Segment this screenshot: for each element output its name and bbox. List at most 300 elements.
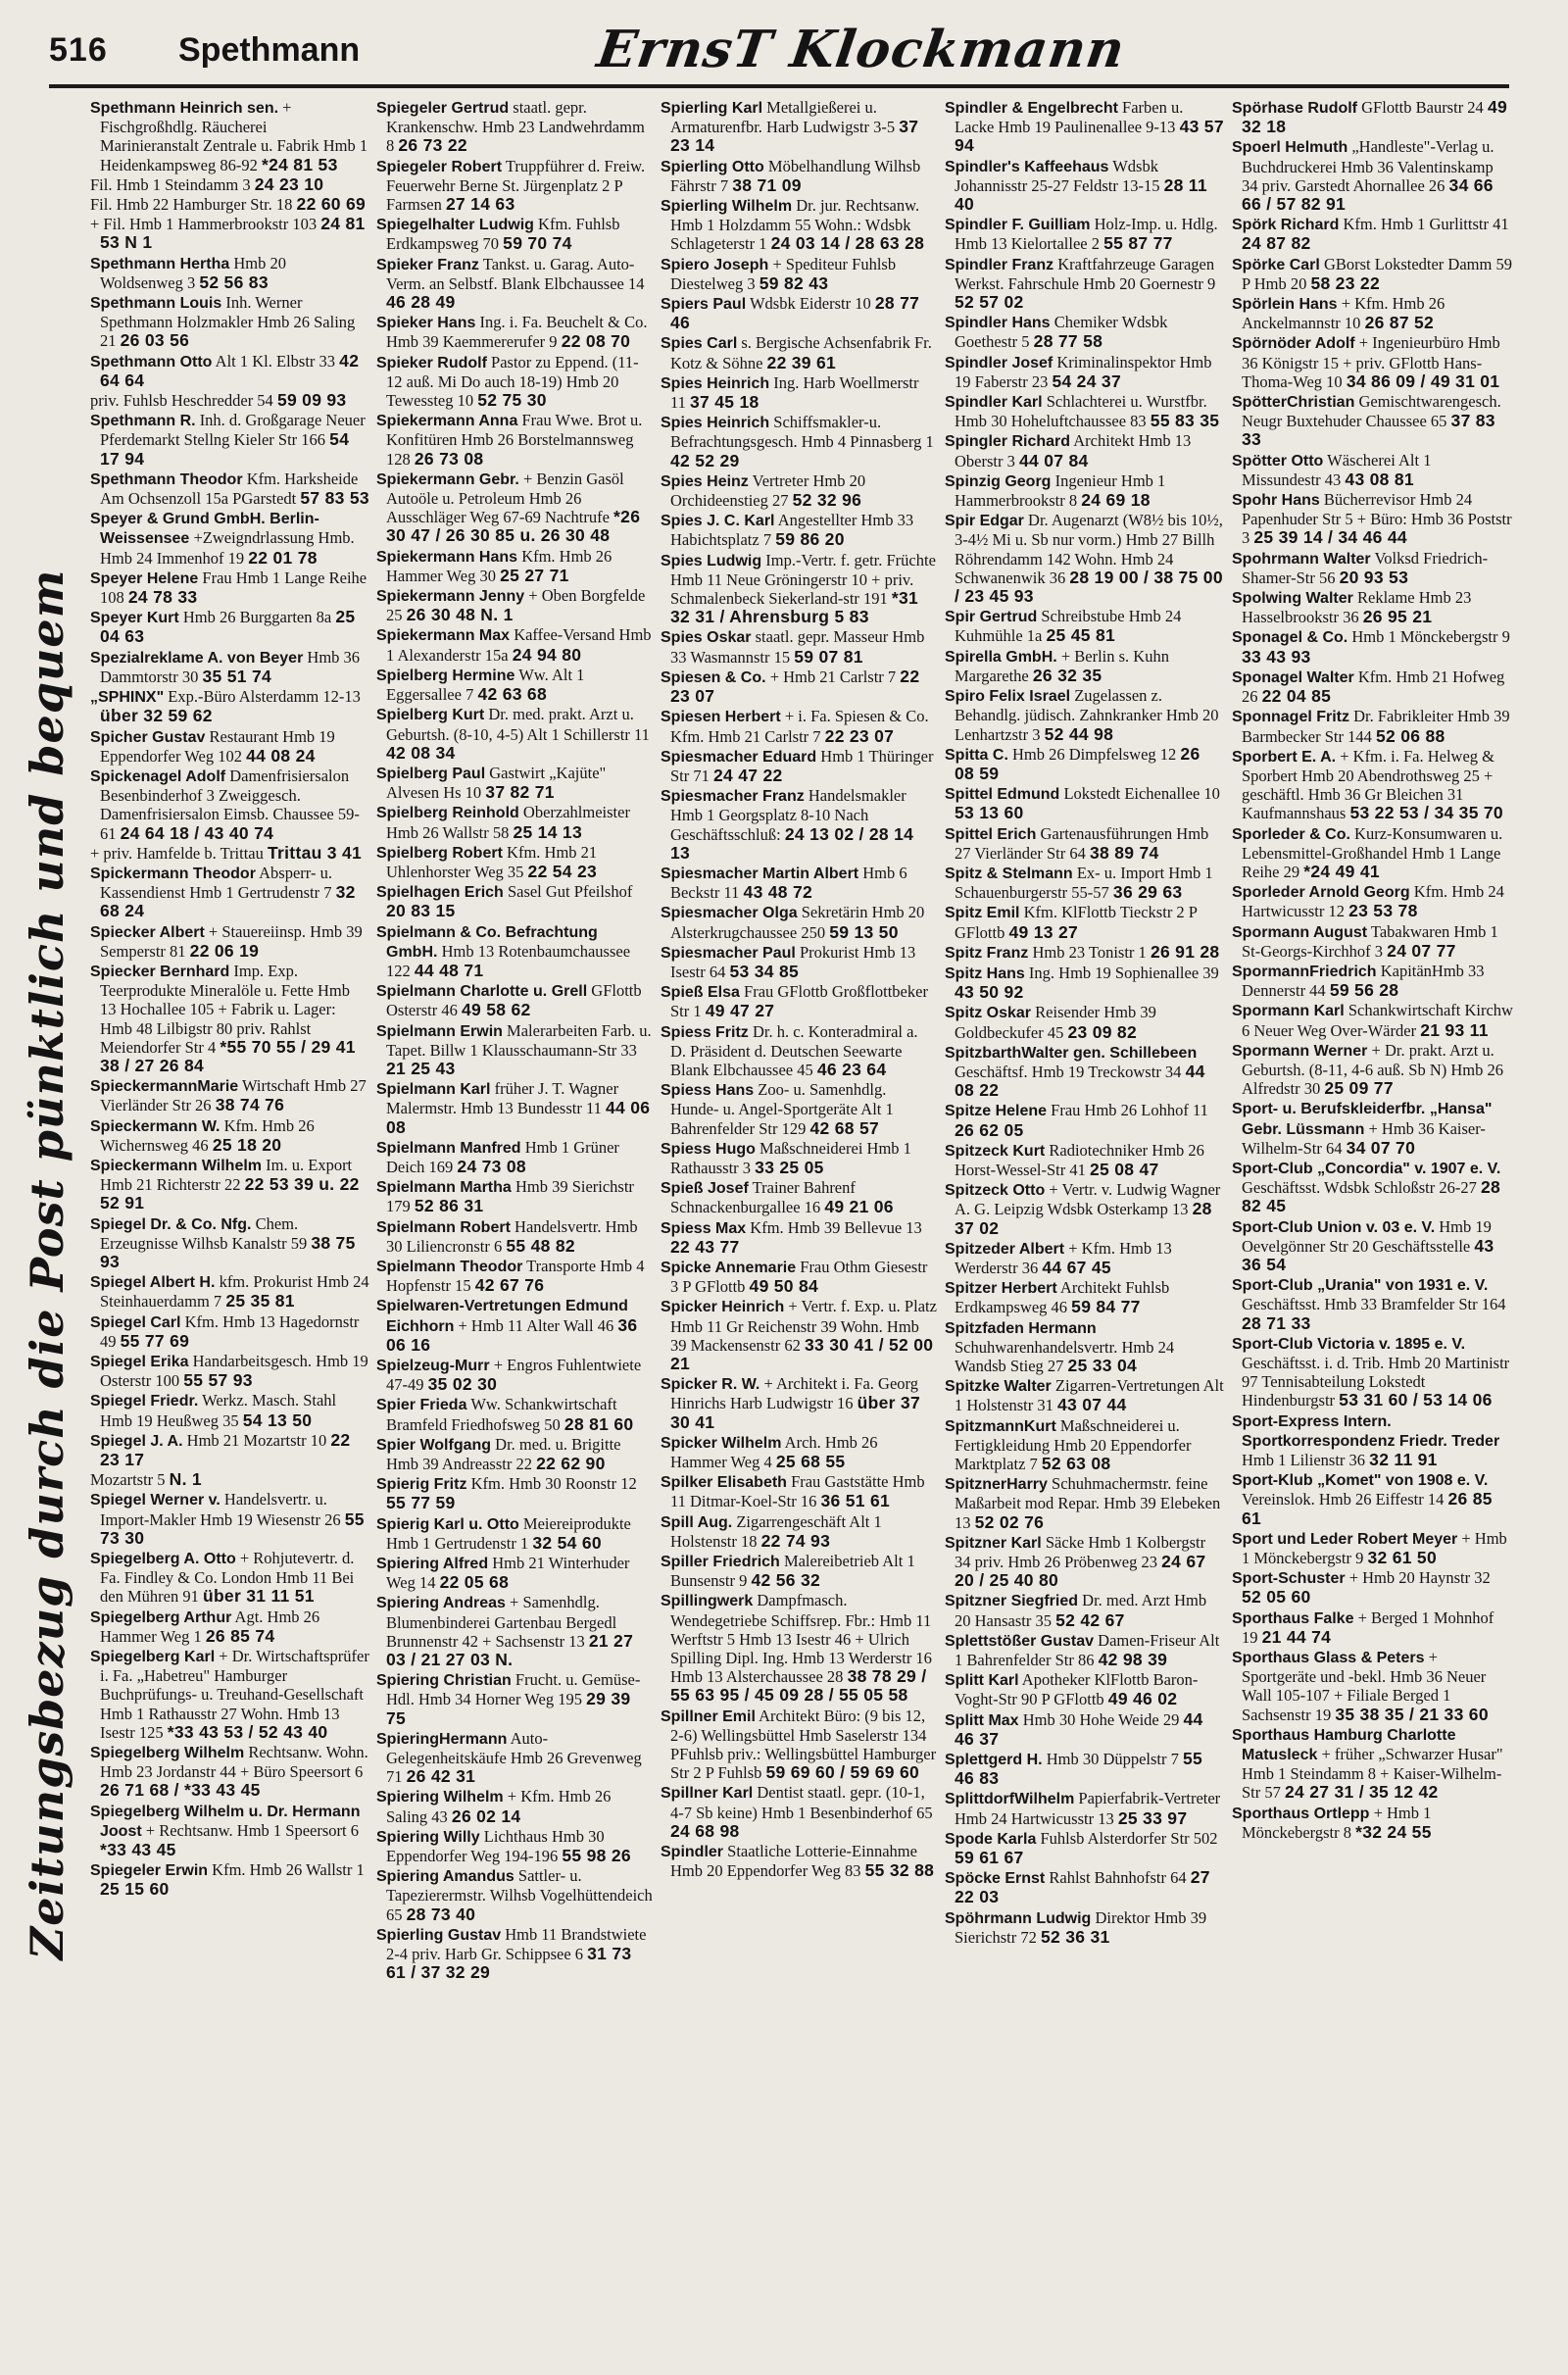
vertical-advertisement <box>8 549 86 1980</box>
entry-phone: 46 23 64 <box>816 1059 887 1079</box>
entry-phone: 36 51 61 <box>820 1491 891 1511</box>
entry-phone: 22 74 93 <box>760 1530 831 1551</box>
entry-phone: 24 78 33 <box>127 587 198 608</box>
entry-name: Sport-Schuster <box>1232 1570 1346 1588</box>
entry-name: Spier Frieda <box>376 1397 467 1414</box>
entry-name: Spohr Hans <box>1232 492 1320 510</box>
directory-entry <box>661 747 937 785</box>
directory-entry <box>90 293 369 351</box>
entry-details: KapitänHmb 33 Dennerstr 44 <box>1242 961 1485 1001</box>
entry-details: Werkz. Masch. Stahl Hmb 19 Heußweg 35 <box>100 1391 337 1430</box>
entry-details: Frau Hmb 1 Lange Reihe 108 <box>100 568 368 608</box>
directory-entry <box>376 1138 653 1176</box>
entry-name: SpieckermannMarie <box>90 1078 239 1096</box>
directory-entry <box>661 943 937 981</box>
entry-name: Spiesmacher Eduard <box>661 748 817 766</box>
directory-entry <box>376 843 653 881</box>
entry-details: Sekretärin Hmb 20 Alsterkrugchaussee 250 <box>670 903 925 942</box>
entry-name: Spies Ludwig <box>661 552 762 569</box>
entry-name: Sponagel Walter <box>1232 668 1354 686</box>
entry-details: Kfm. Hmb 39 Bellevue 13 <box>750 1217 922 1237</box>
directory-entry <box>661 511 937 549</box>
directory-entry <box>661 627 937 666</box>
entry-details: Handelsvertr. Hmb 30 Liliencronstr 6 <box>386 1216 638 1256</box>
entry-name: Spiegel Erika <box>90 1354 189 1370</box>
entry-name: Sport-Club Union v. 03 e. V. <box>1232 1218 1436 1236</box>
entry-phone: 38 89 74 <box>1090 842 1159 863</box>
directory-entry <box>90 391 369 410</box>
entry-phone: 42 67 76 <box>474 1275 545 1296</box>
directory-entry <box>945 98 1224 156</box>
entry-name: Spielhagen Erich <box>376 884 504 902</box>
directory-entry <box>1232 392 1513 450</box>
directory-entry <box>376 1435 653 1473</box>
entry-details: Geschäftsf. Hmb 19 Treckowstr 34 <box>955 1062 1182 1081</box>
entry-phone: 49 46 02 <box>1107 1689 1178 1709</box>
directory-entry <box>661 1218 937 1257</box>
entry-phone: *33 43 45 <box>100 1840 176 1860</box>
directory-entry <box>1232 747 1513 823</box>
entry-name: „SPHINX" <box>90 689 165 707</box>
column-5 <box>1232 98 1513 2352</box>
entry-name: SpitzmannKurt <box>945 1417 1056 1435</box>
directory-entry <box>90 844 369 863</box>
directory-entry <box>661 1512 937 1551</box>
entry-name: Spies Heinrich <box>661 415 770 432</box>
entry-phone: 22 23 07 <box>824 725 895 746</box>
entry-phone: 52 44 98 <box>1044 723 1114 744</box>
entry-phone: 23 53 78 <box>1348 901 1418 921</box>
entry-details: Pastor zu Eppend. (11-12 auß. Mi Do auch 18-19) Hmb 20 Tewessteg 10 <box>386 352 639 411</box>
entry-details: Chem. Erzeugnisse Wilhsb Kanalstr 59 <box>100 1213 308 1253</box>
entry-name: Spiesmacher Paul <box>661 944 796 962</box>
entry-details: Ing. Hmb 19 Sophienallee 39 <box>1028 963 1219 982</box>
directory-entry <box>90 569 369 607</box>
entry-name: Spillingwerk <box>661 1593 754 1610</box>
entry-phone: 52 06 88 <box>1376 725 1446 746</box>
directory-entry <box>661 982 937 1020</box>
entry-phone: *31 32 31 / Ahrensburg 5 83 <box>670 588 919 627</box>
entry-details: Kfm. Hmb 21 Hofweg 26 <box>1242 667 1505 707</box>
directory-entry <box>661 1472 937 1510</box>
entry-details: Architekt Hmb 13 Oberstr 3 <box>955 431 1192 470</box>
entry-details: Hmb 11 Brandstwiete 2-4 priv. Harb Gr. Schippsee 6 <box>386 1924 647 1964</box>
directory-entry <box>376 1079 653 1137</box>
directory-entry <box>945 255 1224 313</box>
entry-phone: 33 43 93 <box>1242 646 1311 667</box>
entry-name: Spielmann Robert <box>376 1218 511 1236</box>
entry-name: Sporthaus Ortlepp <box>1232 1805 1370 1822</box>
entry-phone: 59 07 81 <box>794 646 863 667</box>
directory-entry <box>376 586 653 624</box>
entry-name: Spiegelberg Wilhelm u. Dr. Hermann Joost <box>90 1803 361 1840</box>
entry-name: Spierling Karl <box>661 100 763 117</box>
entry-details: Malerarbeiten Farb. u. Tapet. Billw 1 Klausschaumann-Str 33 <box>386 1020 652 1060</box>
entry-details: Tankst. u. Garag. Auto-Verm. an Selbstf. Blank Elbchaussee 14 <box>386 254 645 293</box>
entry-name: Spielberg Paul <box>376 765 486 782</box>
entry-phone: 26 02 14 <box>451 1806 521 1826</box>
entry-name: Spiegel Werner v. <box>90 1492 220 1509</box>
entry-details: + Hmb 21 Carlstr 7 <box>769 667 897 686</box>
entry-details: Schuhmachermstr. feine Maßarbeit mod Repar. Hmb 39 Elebeken 13 <box>955 1474 1221 1532</box>
entry-details: Kfm. Hmb 30 Roonstr 12 <box>470 1474 637 1494</box>
entry-details: Hmb 19 Oevelgönner Str 20 Geschäftsstelle <box>1242 1216 1492 1256</box>
entry-phone: 22 62 90 <box>536 1454 606 1474</box>
entry-phone: 22 23 17 <box>100 1429 351 1470</box>
entry-phone: über 31 11 51 <box>202 1586 315 1607</box>
directory-entry <box>90 1312 369 1351</box>
entry-details: +Zweigndrlassung Hmb. Hmb 24 Immenhof 19 <box>100 528 355 568</box>
entry-name: Splitt Max <box>945 1711 1019 1729</box>
directory-entry <box>945 647 1224 685</box>
entry-name: Spieckermann W. <box>90 1117 220 1135</box>
directory-entry <box>1232 1217 1513 1275</box>
entry-details: Hmb 30 Düppelstr 7 <box>1046 1750 1179 1769</box>
directory-entry <box>1232 1470 1513 1528</box>
entry-details: staatl. gepr. Krankenschw. Hmb 23 Landwehrdamm 8 <box>386 98 645 156</box>
directory-entry <box>376 353 653 411</box>
entry-name: Spir Gertrud <box>945 609 1038 626</box>
entry-phone: 37 83 33 <box>1242 411 1495 450</box>
entry-phone: 58 23 22 <box>1310 272 1380 293</box>
entry-details: + Benzin Gasöl Autoöle u. Petroleum Hmb 26 Ausschläger Weg 67-69 Nachtrufe <box>386 469 624 527</box>
entry-details: + Architekt i. Fa. Georg Hinrichs Harb Ludwigstr 16 <box>670 1374 918 1413</box>
entry-details: GFlottb Baurstr 24 <box>1361 98 1484 117</box>
entry-name: Spieckermann Wilhelm <box>90 1157 263 1174</box>
entry-name: Spicker Wilhelm <box>661 1434 782 1452</box>
entry-name: SpieringHermann <box>376 1730 508 1748</box>
entry-name: Spoerl Helmuth <box>1232 139 1348 157</box>
directory-entry <box>661 1258 937 1296</box>
entry-details: Kfm. Fuhlsb Erdkampsweg 70 <box>386 215 620 254</box>
directory-entry <box>661 864 937 902</box>
entry-name: Spitzke Walter <box>945 1378 1052 1396</box>
entry-name: Speyer Helene <box>90 569 199 587</box>
directory-entry <box>1232 1568 1513 1607</box>
entry-name: Spiecker Bernhard <box>90 963 230 980</box>
entry-name: Sport- u. Berufskleiderfbr. „Hansa" Gebr. Lüssmann <box>1232 1101 1493 1138</box>
entry-details: Ww. Alt 1 Eggersallee 7 <box>386 665 585 705</box>
entry-phone: 42 64 64 <box>100 350 360 390</box>
directory-entry <box>376 1729 653 1787</box>
entry-phone: 59 56 28 <box>1329 980 1399 1001</box>
directory-entry <box>1232 1159 1513 1216</box>
entry-phone: 35 38 35 / 21 33 60 <box>1335 1704 1489 1724</box>
entry-name: Splitt Karl <box>945 1672 1019 1690</box>
entry-details: Kraftfahrzeuge Garagen Werkst. Fahrschule Hmb 20 Goernestr 9 <box>955 254 1216 293</box>
entry-phone: 25 33 97 <box>1117 1807 1188 1828</box>
entry-details: Wdsbk Eiderstr 10 <box>749 294 871 314</box>
entry-phone: 22 54 23 <box>527 861 598 881</box>
entry-name: Spormann Werner <box>1232 1042 1368 1060</box>
directory-entry <box>376 922 653 981</box>
entry-details: + Spediteur Fuhlsb Diestelweg 3 <box>670 254 897 293</box>
directory-entry <box>945 864 1224 902</box>
directory-entry <box>661 1139 937 1177</box>
entry-name: Spiering Andreas <box>376 1595 506 1612</box>
entry-phone: 26 95 21 <box>1362 607 1433 627</box>
directory-entry <box>1232 1725 1513 1803</box>
entry-details: Dr. Augenarzt (W8½ bis 10½, 3-4½ Mi u. Sb nur vorm.) Hmb 27 Billh Röhrendamm 142 Wohn. Hmb 24 Schwanenwik 36 <box>955 511 1223 587</box>
entry-name: Spöcke Ernst <box>945 1870 1046 1888</box>
entry-phone: 24 03 14 / 28 63 28 <box>770 233 925 254</box>
entry-details: Frau Othm Giesestr 3 P GFlottb <box>670 1257 928 1297</box>
entry-phone: 42 98 39 <box>1098 1650 1168 1670</box>
directory-entry <box>376 1021 653 1079</box>
entry-phone: 52 36 31 <box>1041 1926 1110 1947</box>
entry-details: Sasel Gut Pfeilshof <box>507 882 633 902</box>
column-2 <box>376 98 653 2352</box>
entry-name: Spill Aug. <box>661 1513 733 1531</box>
entry-details: früher J. T. Wagner Malermstr. Hmb 13 Bundesstr 11 <box>386 1079 619 1118</box>
entry-name: Spiering Wilhelm <box>376 1789 504 1806</box>
directory-entry <box>376 1395 653 1433</box>
directory-entry <box>661 786 937 863</box>
directory-entry <box>661 551 937 627</box>
entry-phone: 24 64 18 / 43 40 74 <box>120 822 274 843</box>
directory-entry <box>90 1608 369 1646</box>
entry-phone: 28 71 33 <box>1242 1312 1311 1333</box>
entry-name: Spickenagel Adolf <box>90 767 226 785</box>
directory-entry <box>945 1278 1224 1316</box>
entry-phone: 22 08 70 <box>561 331 631 352</box>
entry-phone: 28 73 40 <box>406 1904 476 1924</box>
entry-details: Kfm. Harksheide Am Ochsenzoll 15a PGarstedt <box>100 469 359 509</box>
entry-phone: 25 39 14 / 34 46 44 <box>1253 527 1407 548</box>
entry-phone: 37 23 14 <box>670 117 919 156</box>
directory-entry <box>90 648 369 686</box>
entry-phone: 22 04 85 <box>1261 686 1332 707</box>
directory-entry <box>945 607 1224 645</box>
entry-name: Spiegeler Gertrud <box>376 100 510 117</box>
entry-phone: *24 81 53 <box>261 154 338 174</box>
sidebar-slogan: Zeitungsbezug durch die Post pünktlich und bequem <box>21 569 74 1960</box>
entry-details: Gartenausführungen Hmb 27 Vierländer Str 64 <box>955 823 1209 863</box>
entry-phone: 21 44 74 <box>1261 1626 1332 1647</box>
entry-details: Volksd Friedrich-Shamer-Str 56 <box>1242 548 1489 587</box>
entry-name: Spiering Amandus <box>376 1868 514 1886</box>
directory-entry <box>90 411 369 469</box>
entry-phone: 59 13 50 <box>829 921 899 942</box>
entry-phone: 26 71 68 / *33 43 45 <box>100 1780 261 1801</box>
entry-details: + Berlin s. Kuhn Margarethe <box>955 646 1169 685</box>
entry-phone: 49 47 27 <box>705 1001 775 1021</box>
directory-entry <box>90 1391 369 1429</box>
directory-entry <box>90 254 369 292</box>
entry-details: Damen-Friseur Alt 1 Bahrenfelder Str 86 <box>955 1630 1220 1670</box>
entry-name: Spiegeler Erwin <box>90 1862 209 1880</box>
entry-name: Spiess Hugo <box>661 1140 756 1158</box>
directory-entry <box>661 294 937 332</box>
directory-entry <box>661 471 937 510</box>
entry-name: Spillner Karl <box>661 1785 754 1803</box>
entry-phone: 49 58 62 <box>462 1000 531 1020</box>
directory-entry <box>376 1217 653 1256</box>
entry-details: Alt 1 Kl. Elbstr 33 <box>215 351 336 371</box>
entry-details: Radiotechniker Hmb 26 Horst-Wessel-Str 41 <box>955 1140 1204 1179</box>
entry-details: + Kfm. Hmb 13 Werderstr 36 <box>955 1238 1172 1277</box>
directory-entry <box>376 981 653 1019</box>
entry-phone: 55 48 82 <box>506 1235 575 1256</box>
entry-phone: 24 67 20 / 25 40 80 <box>955 1552 1206 1591</box>
entry-name: Spierling Otto <box>661 158 764 175</box>
entry-name: Spiess Hans <box>661 1082 755 1100</box>
directory-entry <box>1232 1099 1513 1158</box>
header-rule <box>49 84 1509 88</box>
entry-phone: 43 57 94 <box>955 117 1224 156</box>
entry-details: Direktor Hmb 39 Sierichstr 72 <box>955 1907 1207 1947</box>
directory-entry <box>661 1022 937 1080</box>
entry-details: Auto-Gelegenheitskäufe Hmb 26 Grevenweg 71 <box>386 1728 642 1787</box>
directory-entry <box>90 1549 369 1607</box>
entry-details: Hmb 1 Lilienstr 36 <box>1242 1451 1366 1470</box>
entry-phone: 33 30 41 / 52 00 21 <box>670 1334 934 1373</box>
entry-phone: *32 24 55 <box>1355 1821 1432 1842</box>
directory-entry <box>376 882 653 920</box>
entry-details: Bücherrevisor Hmb 24 Papenhuder Str 5 + Büro: Hmb 36 Poststr 3 <box>1242 490 1512 548</box>
entry-name: Spiro Felix Israel <box>945 688 1071 706</box>
entry-details: Hmb 20 Woldsenweg 3 <box>100 253 286 292</box>
entry-details: Zoo- u. Samenhdlg. Hunde- u. Angel-Sportgeräte Alt 1 Bahrenfelder Str 129 <box>670 1080 894 1138</box>
entry-phone: 25 35 81 <box>225 1291 295 1311</box>
entry-details: Holz-Imp. u. Hdlg. Hmb 13 Kielortallee 2 <box>955 215 1218 254</box>
entry-phone: 21 27 03 / 21 27 03 N. <box>386 1630 634 1670</box>
directory-entry <box>90 727 369 766</box>
directory-entry <box>376 1925 653 1983</box>
entry-phone: 20 93 53 <box>1339 567 1409 587</box>
entry-details: + Fil. Hmb 1 Hammerbrookstr 103 <box>90 215 318 234</box>
column-4 <box>945 98 1224 2352</box>
entry-phone: 24 27 31 / 35 12 42 <box>1285 1782 1439 1803</box>
entry-name: Sport-Club „Urania" von 1931 e. V. <box>1232 1277 1489 1295</box>
entry-name: Spindler <box>661 1844 724 1861</box>
entry-details: Hmb 6 Beckstr 11 <box>670 863 907 903</box>
entry-details: Gastwirt „Kajüte" Alvesen Hs 10 <box>386 763 607 803</box>
entry-phone: 49 32 18 <box>1242 98 1508 137</box>
directory-entry <box>376 764 653 802</box>
entry-phone: 44 07 84 <box>1018 450 1089 470</box>
entry-phone: 27 14 63 <box>445 194 515 215</box>
directory-entry <box>945 1591 1224 1629</box>
entry-name: Sport und Leder Robert Meyer <box>1232 1530 1458 1548</box>
directory-entry <box>1232 1275 1513 1333</box>
entry-details: GFlottb Osterstr 46 <box>386 981 642 1020</box>
directory-entry <box>90 352 369 390</box>
entry-name: Spezialreklame A. von Beyer <box>90 649 304 667</box>
entry-details: Zigarrengeschäft Alt 1 Holstenstr 18 <box>670 1511 882 1551</box>
directory-entry <box>90 687 369 725</box>
directory-entry <box>90 509 369 568</box>
entry-phone: 59 82 43 <box>759 272 829 293</box>
entry-phone: 36 29 63 <box>1112 882 1183 903</box>
entry-phone: 24 23 10 <box>254 173 324 194</box>
directory-entry <box>945 686 1224 744</box>
entry-details: Dr. med. Arzt Hmb 20 Hansastr 35 <box>955 1591 1207 1630</box>
entry-details: + i. Fa. Spiesen & Co. Kfm. Hmb 21 Carlstr 7 <box>670 707 929 746</box>
directory-entry <box>945 1239 1224 1277</box>
entry-details: Wirtschaft Hmb 27 Vierländer Str 26 <box>100 1076 367 1115</box>
directory-entry <box>376 1827 653 1865</box>
entry-details: Schlachterei u. Wurstfbr. Hmb 30 Hoheluftchaussee 83 <box>955 392 1207 431</box>
entry-phone: 38 74 76 <box>215 1095 285 1115</box>
entry-name: Spiers Paul <box>661 296 747 314</box>
entry-name: Spicke Annemarie <box>661 1259 797 1276</box>
directory-entry <box>945 1376 1224 1414</box>
entry-name: SpitzbarthWalter gen. Schillebeen <box>945 1044 1198 1062</box>
entry-details: Exp.-Büro Alsterdamm 12-13 <box>168 687 361 707</box>
entry-phone: 59 86 20 <box>775 529 845 550</box>
entry-details: + Oben Borgfelde 25 <box>386 586 646 625</box>
entry-details: Frau Wwe. Brot u. Konfitüren Hmb 26 Borstelmannsweg 128 <box>386 411 643 469</box>
entry-details: Agt. Hmb 26 Hammer Weg 1 <box>100 1607 320 1646</box>
entry-phone: 42 52 29 <box>670 450 740 470</box>
entry-details: Kfm. Hmb 1 Gurlittstr 41 <box>1343 215 1509 234</box>
entry-phone: 54 24 37 <box>1052 371 1121 391</box>
entry-name: Spieker Rudolf <box>376 354 487 371</box>
entry-details: Hmb 1 Thüringer Str 71 <box>670 746 934 785</box>
entry-phone: 25 45 81 <box>1046 625 1116 646</box>
entry-name: Spindler & Engelbrecht <box>945 100 1118 117</box>
directory-entry <box>90 1802 369 1860</box>
entry-name: Spiero Joseph <box>661 256 769 273</box>
entry-name: Spiekermann Hans <box>376 548 518 566</box>
entry-name: Spittel Erich <box>945 825 1037 843</box>
directory-entry <box>90 1214 369 1272</box>
entry-phone: 25 68 55 <box>775 1452 846 1472</box>
entry-phone: 25 09 77 <box>1324 1078 1394 1099</box>
entry-name: Spieker Hans <box>376 315 476 332</box>
entry-details: Imp. Exp. Teerprodukte Mineralöle u. Fette Hmb 13 Hochallee 105 + Fabrik u. Lager: Hmb 48 Lilbigstr 80 priv. Rahlst Meiendorfer Str 4 <box>100 961 350 1057</box>
running-head: Spethmann <box>178 31 361 69</box>
entry-details: Wdsbk Johannisstr 25-27 Feldstr 13-15 <box>955 156 1160 195</box>
directory-entry <box>376 470 653 546</box>
entry-phone: 44 67 45 <box>1042 1257 1111 1277</box>
entry-details: Architekt Fuhlsb Erdkampsweg 46 <box>955 1278 1170 1317</box>
entry-details: Ex- u. Import Hmb 1 Schauenburgerstr 55-57 <box>955 863 1213 903</box>
entry-details: + Berged 1 Mohnhof 19 <box>1242 1608 1494 1647</box>
directory-entry <box>90 767 369 843</box>
entry-name: Sporthaus Glass & Peters <box>1232 1650 1425 1667</box>
directory-entry <box>1232 882 1513 920</box>
directory-entry <box>1232 627 1513 666</box>
entry-name: Spormann Karl <box>1232 1003 1345 1020</box>
entry-name: Spickermann Theodor <box>90 865 256 882</box>
advertiser-logo: ErnsT Klockmann <box>593 20 1129 79</box>
entry-details: Tabakwaren Hmb 1 St-Georgs-Kirchhof 3 <box>1242 921 1498 961</box>
entry-name: Spieker Franz <box>376 256 479 273</box>
entry-phone: 35 02 30 <box>427 1374 498 1395</box>
entry-phone: 43 07 44 <box>1056 1395 1127 1415</box>
entry-name: Spier Wolfgang <box>376 1436 492 1454</box>
entry-phone: 24 94 80 <box>512 644 582 665</box>
entry-details: Gemischtwarengesch. Neugr Buxtehuder Chaussee 65 <box>1242 392 1501 431</box>
entry-details: Kfm. Hmb 26 Hammer Weg 30 <box>386 546 612 585</box>
directory-entry <box>945 964 1224 1002</box>
directory-entry <box>1232 1411 1513 1470</box>
entry-name: Spiegel Albert H. <box>90 1274 216 1292</box>
directory-entry <box>376 157 653 215</box>
directory-entry <box>945 1670 1224 1708</box>
entry-details: Inh. d. Großgarage Neuer Pferdemarkt Stellng Kieler Str 166 <box>100 411 366 450</box>
entry-name: Spielmann Erwin <box>376 1022 503 1040</box>
entry-details: + Rechtsanw. Hmb 1 Speersort 6 <box>145 1820 359 1840</box>
directory-entry <box>1232 255 1513 293</box>
entry-phone: 32 11 91 <box>1369 1450 1438 1470</box>
entry-details: Möbelhandlung Wilhsb Fährstr 7 <box>670 156 921 195</box>
entry-name: Spörlein Hans <box>1232 296 1338 314</box>
entry-name: Splettstößer Gustav <box>945 1632 1095 1650</box>
directory-entry <box>661 373 937 412</box>
